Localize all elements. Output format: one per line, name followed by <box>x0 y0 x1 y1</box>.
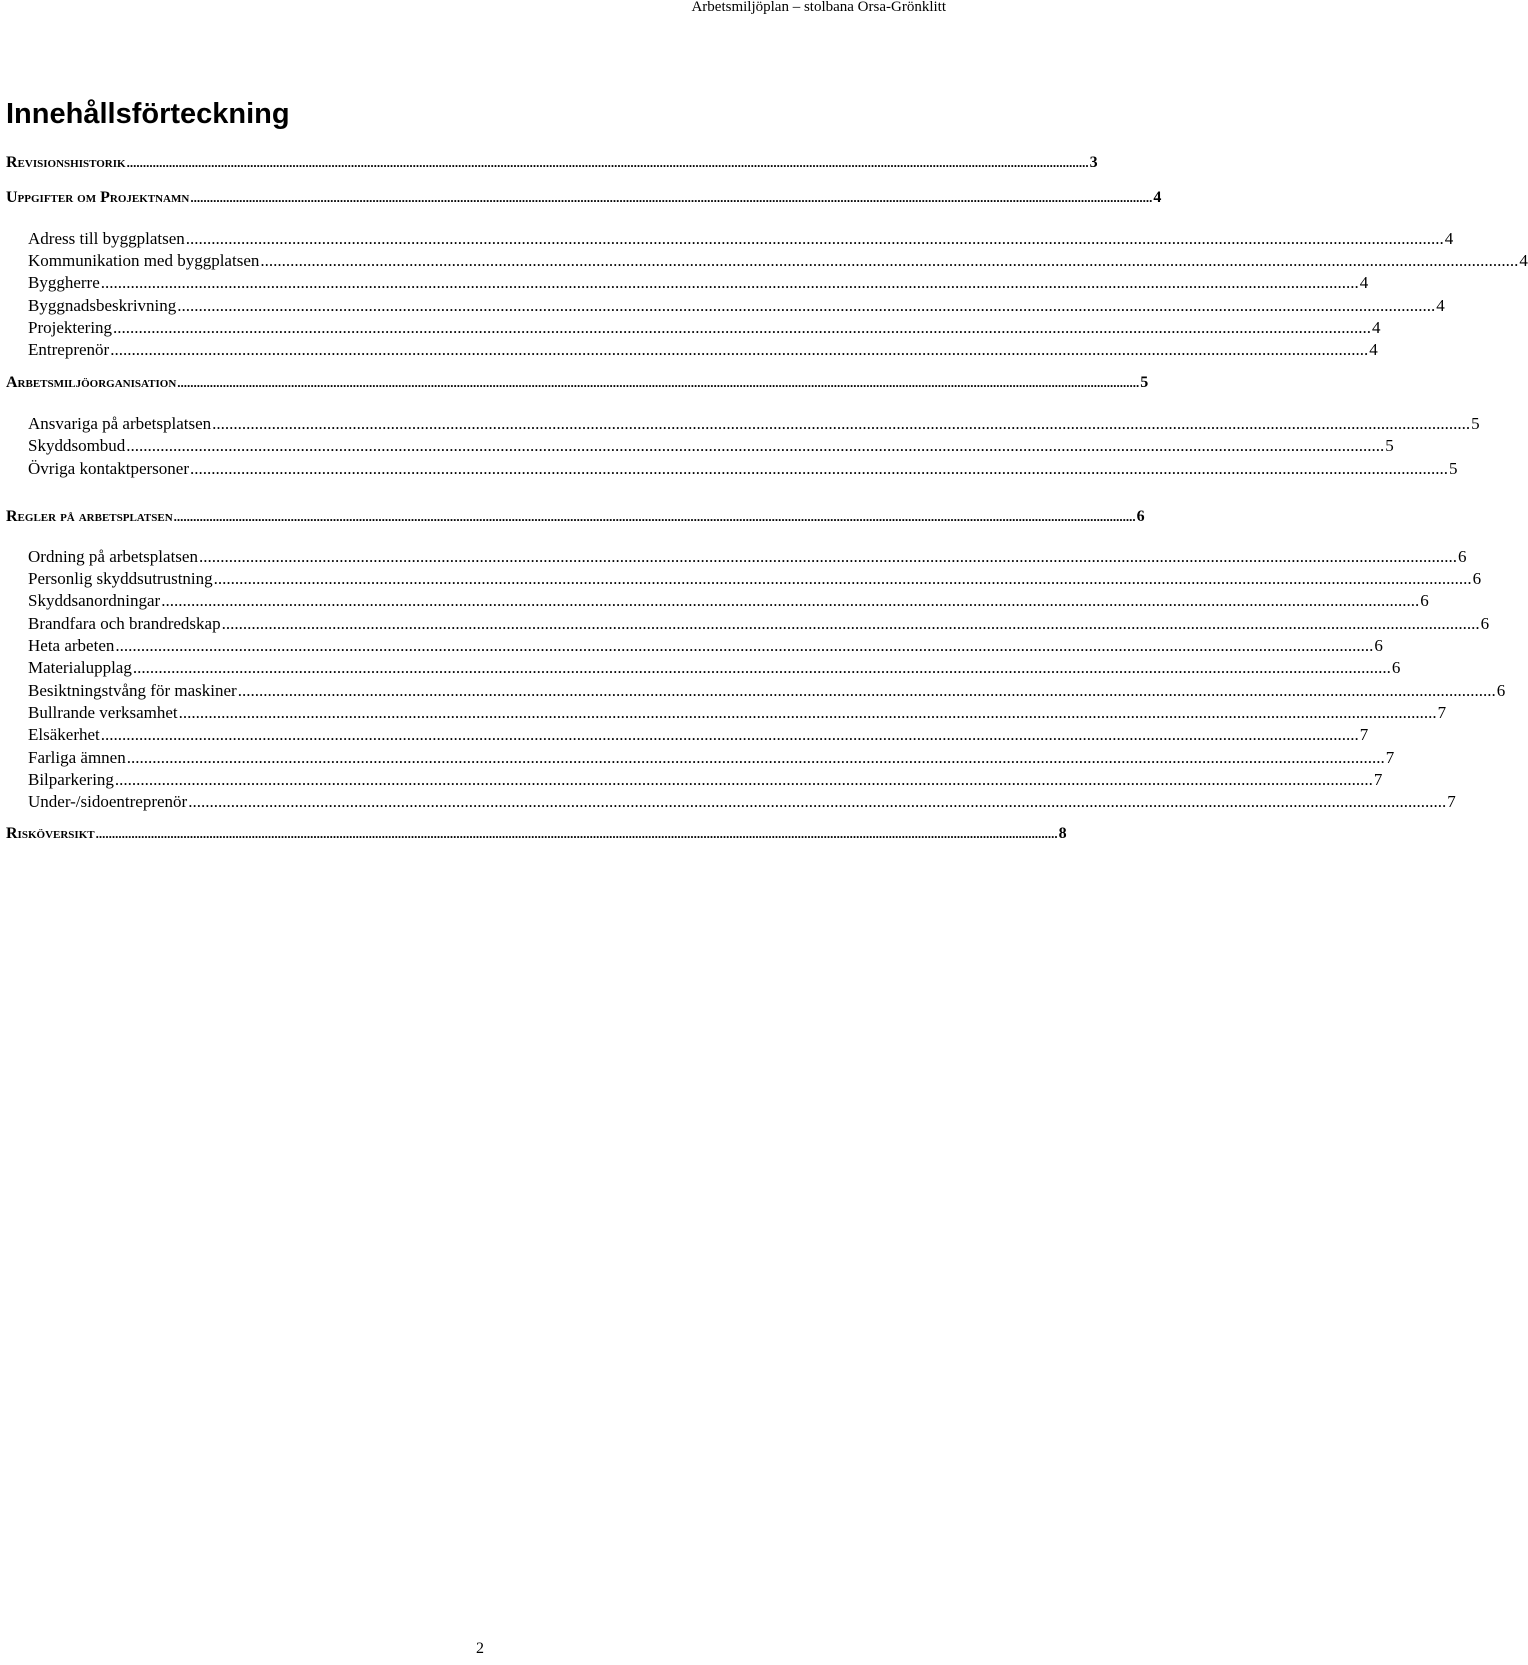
toc-entry[interactable] <box>6 458 1458 480</box>
toc-entry-page: 7 <box>1373 770 1383 789</box>
toc-entry-page: 4 <box>1153 189 1162 206</box>
toc-entry-title: Under-/sidoentreprenör <box>28 792 188 811</box>
toc-leader <box>101 272 1359 294</box>
toc-entry-page: 6 <box>1391 658 1401 677</box>
toc-entry-page: 6 <box>1496 681 1506 700</box>
toc-entry-page: 7 <box>1359 725 1369 744</box>
toc-entry-title: Projektering <box>28 318 113 337</box>
toc-entry[interactable] <box>6 635 1383 657</box>
toc-entry-page: 5 <box>1140 374 1149 391</box>
toc-entry[interactable] <box>6 317 1381 339</box>
toc-leader <box>127 747 1385 769</box>
toc-entry[interactable] <box>6 546 1467 568</box>
toc-entry[interactable] <box>6 295 1445 317</box>
toc-entry-title: Brandfara och brandredskap <box>28 614 221 633</box>
toc-entry-title: Elsäkerhet <box>28 725 100 744</box>
toc-entry[interactable] <box>6 657 1401 679</box>
toc-entry-title: Kommunikation med byggplatsen <box>28 251 260 270</box>
toc-entry-title: Entreprenör <box>28 340 110 359</box>
toc-entry[interactable] <box>6 613 1490 635</box>
toc-entry[interactable] <box>6 435 1394 457</box>
toc-leader <box>133 657 1391 679</box>
toc-entry-title: Arbetsmiljöorganisation <box>6 374 177 391</box>
toc-entry-title: Ordning på arbetsplatsen <box>28 547 198 566</box>
running-header: Arbetsmiljöplan – stolbana Orsa-Grönklitt <box>691 0 946 15</box>
toc-entry-title: Farliga ämnen <box>28 748 126 767</box>
toc-entry[interactable] <box>6 791 1456 813</box>
toc-leader <box>126 435 1384 457</box>
toc-entry-title: Heta arbeten <box>28 636 115 655</box>
toc-entry[interactable] <box>6 154 1098 172</box>
toc-entry-title: Skyddsanordningar <box>28 591 161 610</box>
toc-entry[interactable] <box>6 568 1482 590</box>
toc-leader <box>190 458 1448 480</box>
toc-leader <box>177 374 1139 392</box>
toc-entry-title: Uppgifter om Projektnamn <box>6 189 190 206</box>
toc-entry-page: 4 <box>1369 340 1378 359</box>
toc-entry[interactable] <box>6 769 1383 791</box>
toc-entry-title: Ansvariga på arbetsplatsen <box>28 414 212 433</box>
toc-entry-title: Övriga kontaktpersoner <box>28 459 189 478</box>
toc-leader <box>113 317 1371 339</box>
toc-entry-page: 7 <box>1385 748 1395 767</box>
toc-entry-title: Byggherre <box>28 273 100 292</box>
toc-entry-title: Besiktningstvång för maskiner <box>28 681 237 700</box>
toc-leader <box>222 613 1480 635</box>
page-number: 2 <box>476 1640 484 1657</box>
toc-entry-title: Revisionshistorik <box>6 154 126 171</box>
toc-entry-page: 6 <box>1472 569 1482 588</box>
toc-entry[interactable] <box>6 508 1145 526</box>
toc-entry-title: Adress till byggplatsen <box>28 229 185 248</box>
toc-entry-page: 6 <box>1457 547 1467 566</box>
toc-entry-page: 4 <box>1436 296 1445 315</box>
toc-leader <box>115 769 1373 791</box>
toc-leader <box>96 825 1058 843</box>
toc-entry-title: Regler på arbetsplatsen <box>6 508 173 525</box>
toc-entry-title: Bilparkering <box>28 770 114 789</box>
toc-entry-title: Risköversikt <box>6 825 95 842</box>
toc-leader <box>110 339 1368 361</box>
toc-entry-page: 4 <box>1372 318 1381 337</box>
toc-leader <box>188 791 1446 813</box>
toc-entry-page: 6 <box>1374 636 1383 655</box>
toc-entry-title: Byggnadsbeskrivning <box>28 296 177 315</box>
toc-entry[interactable] <box>6 228 1454 250</box>
toc-entry[interactable] <box>6 413 1480 435</box>
toc-entry[interactable] <box>6 825 1067 843</box>
toc-entry[interactable] <box>6 250 1528 272</box>
toc-entry-page: 5 <box>1471 414 1480 433</box>
toc-leader <box>199 546 1457 568</box>
toc-entry-page: 6 <box>1136 508 1145 525</box>
toc-entry-page: 8 <box>1058 825 1067 842</box>
toc-entry-page: 5 <box>1385 436 1394 455</box>
toc-entry-page: 4 <box>1359 273 1369 292</box>
toc-entry[interactable] <box>6 272 1369 294</box>
toc-leader <box>101 724 1359 746</box>
toc-leader <box>174 508 1136 526</box>
toc-leader <box>179 702 1437 724</box>
toc-leader <box>260 250 1518 272</box>
toc-leader <box>177 295 1435 317</box>
toc-entry-title: Personlig skyddsutrustning <box>28 569 213 588</box>
toc-entry[interactable] <box>6 339 1378 361</box>
toc-entry-page: 7 <box>1437 703 1447 722</box>
toc-entry-page: 6 <box>1420 591 1429 610</box>
toc-entry-page: 4 <box>1519 251 1528 270</box>
toc-leader <box>161 590 1419 612</box>
toc-entry[interactable] <box>6 724 1369 746</box>
toc-entry-page: 3 <box>1089 154 1098 171</box>
toc-leader <box>214 568 1472 590</box>
page-title: Innehållsförteckning <box>6 98 290 130</box>
toc-entry[interactable] <box>6 590 1429 612</box>
toc-entry[interactable] <box>6 702 1447 724</box>
toc-entry-title: Skyddsombud <box>28 436 126 455</box>
toc-entry-page: 7 <box>1447 792 1456 811</box>
toc-leader <box>190 189 1152 207</box>
toc-entry-page: 4 <box>1444 229 1454 248</box>
toc-entry[interactable] <box>6 747 1395 769</box>
toc-entry[interactable] <box>6 189 1162 207</box>
toc-entry[interactable] <box>6 680 1506 702</box>
toc-leader <box>212 413 1470 435</box>
toc-entry-title: Materialupplag <box>28 658 132 677</box>
toc-leader <box>115 635 1373 657</box>
toc-entry-title: Bullrande verksamhet <box>28 703 178 722</box>
toc-leader <box>127 154 1089 172</box>
toc-leader <box>186 228 1444 250</box>
toc-entry[interactable] <box>6 374 1149 392</box>
toc-entry-page: 5 <box>1448 459 1458 478</box>
toc-leader <box>238 680 1496 702</box>
toc-entry-page: 6 <box>1480 614 1490 633</box>
